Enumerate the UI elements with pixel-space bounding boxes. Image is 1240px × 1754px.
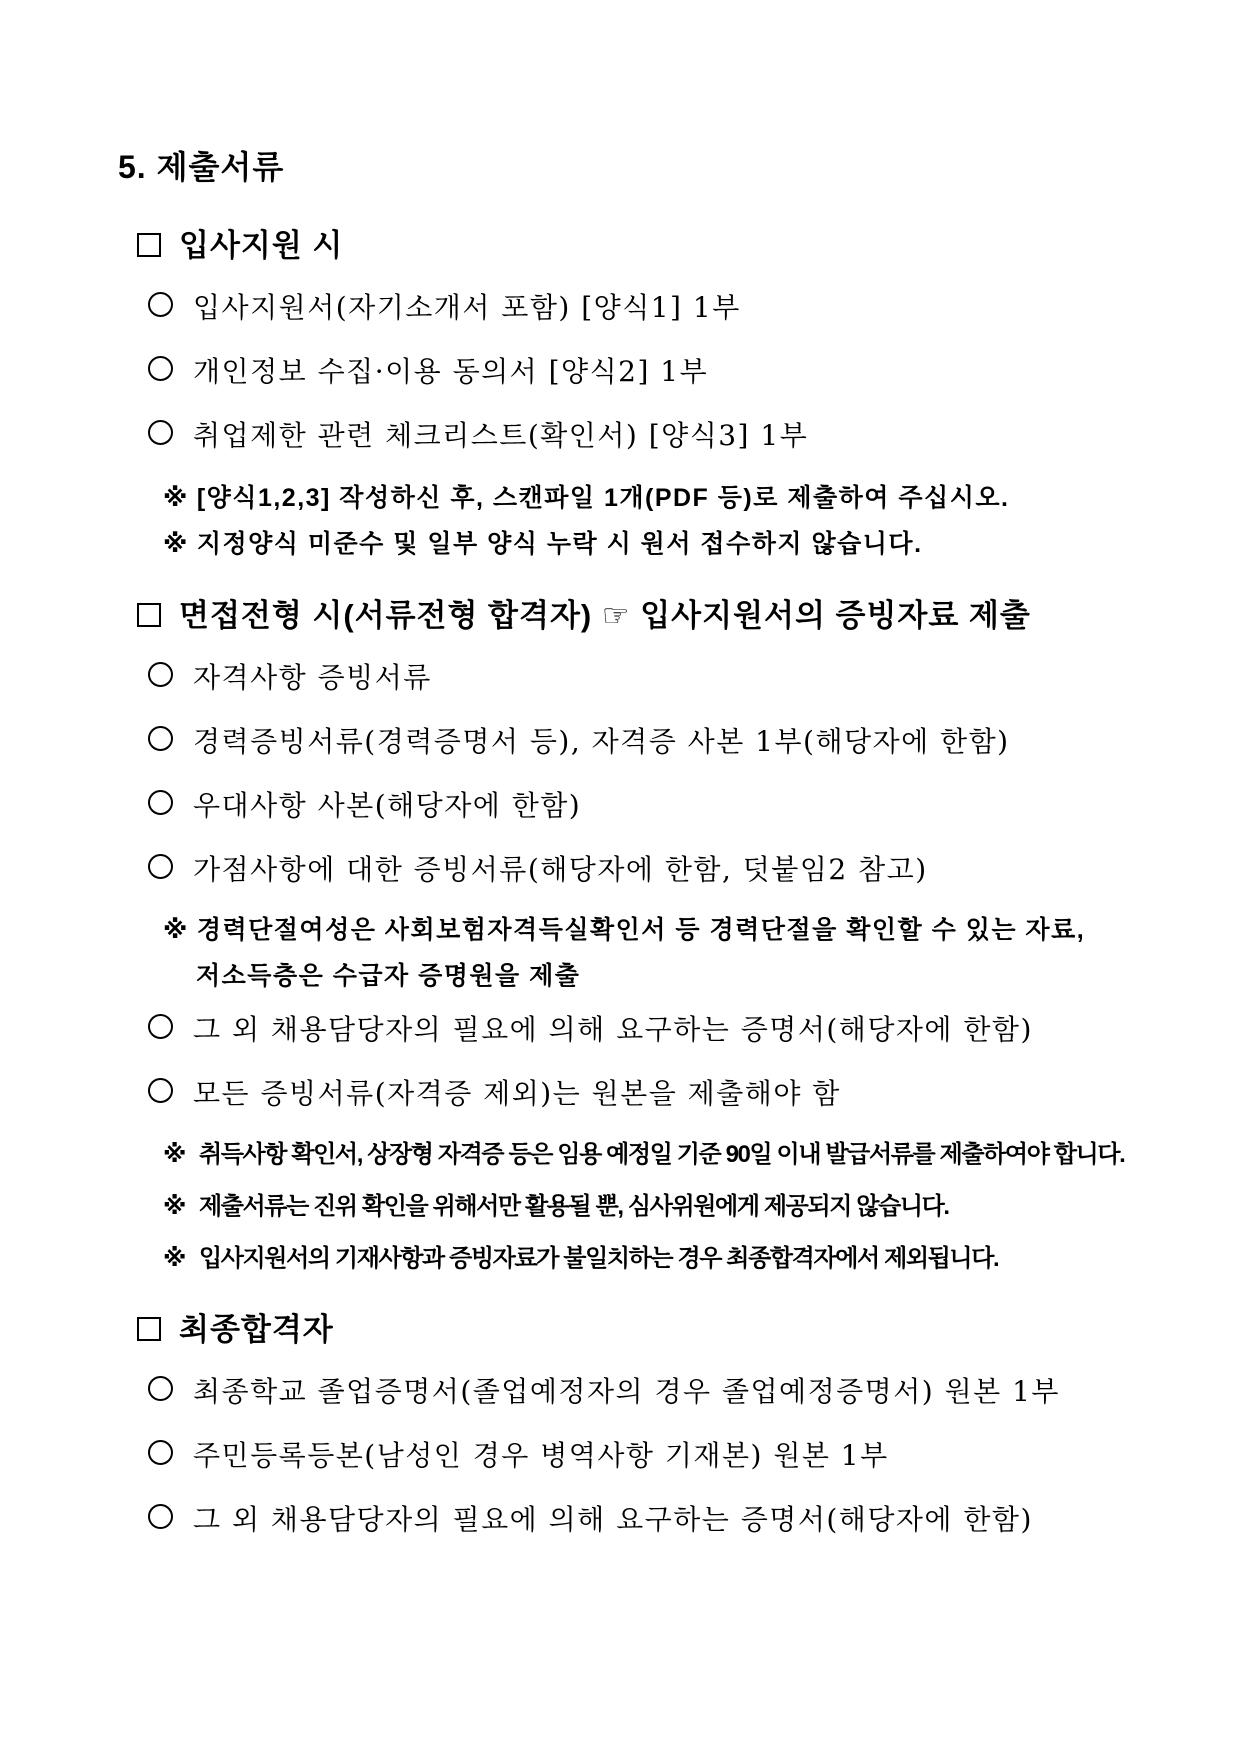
section-heading-application [137, 220, 343, 265]
checkbox-icon [137, 1317, 161, 1341]
note-continuation: 저소득층은 수급자 증명원을 제출 [196, 962, 581, 990]
list-item [148, 1434, 889, 1474]
checkbox-icon [137, 603, 161, 627]
circle-bullet-icon [148, 1376, 173, 1401]
note-line [163, 524, 923, 560]
circle-bullet-icon [148, 790, 173, 815]
list-item-text: 그 외 채용담당자의 필요에 의해 요구하는 증명서(해당자에 한함) [193, 1503, 1033, 1536]
note-text: [양식1,2,3] 작성하신 후, 스캔파일 1개(PDF 등)로 제출하여 주십시오. [196, 484, 1010, 512]
list-item-text: 주민등록등본(남성인 경우 병역사항 기재본) 원본 1부 [193, 1439, 889, 1472]
list-item [148, 1370, 1060, 1410]
circle-bullet-icon [148, 1078, 173, 1103]
circle-bullet-icon [148, 1504, 173, 1529]
list-item-text: 최종학교 졸업증명서(졸업예정자의 경우 졸업예정증명서) 원본 1부 [193, 1375, 1060, 1408]
list-item [148, 848, 928, 888]
reference-mark-icon: ※ [163, 1193, 185, 1220]
list-item-text: 개인정보 수집·이용 동의서 [양식2] 1부 [193, 355, 709, 388]
list-item-text: 모든 증빙서류(자격증 제외)는 원본을 제출해야 함 [193, 1077, 841, 1110]
list-item [148, 1008, 1033, 1048]
circle-bullet-icon [148, 854, 173, 879]
list-item [148, 1072, 841, 1112]
note-text: 지정양식 미준수 및 일부 양식 누락 시 원서 접수하지 않습니다. [196, 530, 923, 558]
reference-mark-icon: ※ [163, 530, 189, 558]
section-heading-label: 면접전형 시(서류전형 합격자) ☞ 입사지원서의 증빙자료 제출 [179, 598, 1031, 633]
circle-bullet-icon [148, 1014, 173, 1039]
circle-bullet-icon [148, 726, 173, 751]
reference-mark-icon: ※ [163, 916, 189, 944]
note-text: 입사지원서의 기재사항과 증빙자료가 불일치하는 경우 최종합격자에서 제외됩니다. [198, 1245, 999, 1272]
list-item-text: 취업제한 관련 체크리스트(확인서) [양식3] 1부 [193, 419, 809, 452]
note-text: 취득사항 확인서, 상장형 자격증 등은 임용 예정일 기준 90일 이내 발급서류를 제출하여야 합니다. [198, 1141, 1125, 1168]
list-item-text: 우대사항 사본(해당자에 한함) [193, 789, 582, 822]
list-item [148, 656, 432, 696]
reference-mark-icon: ※ [163, 1245, 185, 1272]
section-heading-label: 최종합격자 [179, 1312, 334, 1347]
note-line [163, 1238, 998, 1273]
circle-bullet-icon [148, 662, 173, 687]
list-item [148, 414, 808, 454]
note-line [163, 910, 1085, 946]
list-item-text: 입사지원서(자기소개서 포함) [양식1] 1부 [193, 291, 741, 324]
section-heading-interview [137, 590, 1031, 635]
reference-mark-icon: ※ [163, 484, 189, 512]
circle-bullet-icon [148, 356, 173, 381]
list-item-text: 경력증빙서류(경력증명서 등), 자격증 사본 1부(해당자에 한함) [193, 725, 1010, 758]
note-text: 제출서류는 진위 확인을 위해서만 활용될 뿐, 심사위원에게 제공되지 않습니다. [198, 1193, 949, 1220]
reference-mark-icon: ※ [163, 1141, 185, 1168]
checkbox-icon [137, 233, 161, 257]
list-item [148, 286, 741, 326]
list-item-text: 가점사항에 대한 증빙서류(해당자에 한함, 덧붙임2 참고) [193, 853, 928, 886]
list-item-text: 자격사항 증빙서류 [193, 661, 432, 694]
circle-bullet-icon [148, 1440, 173, 1465]
section-heading-label: 입사지원 시 [179, 228, 344, 263]
list-item [148, 350, 708, 390]
list-item [148, 1498, 1033, 1538]
list-item-text: 그 외 채용담당자의 필요에 의해 요구하는 증명서(해당자에 한함) [193, 1013, 1033, 1046]
note-line [163, 1134, 1124, 1169]
page-title: 5. 제출서류 [118, 149, 285, 185]
list-item [148, 720, 1010, 760]
note-line [163, 478, 1009, 514]
note-text: 경력단절여성은 사회보험자격득실확인서 등 경력단절을 확인할 수 있는 자료, [196, 916, 1086, 944]
list-item [148, 784, 581, 824]
note-line [163, 1186, 949, 1221]
circle-bullet-icon [148, 420, 173, 445]
section-heading-final [137, 1304, 334, 1349]
circle-bullet-icon [148, 292, 173, 317]
